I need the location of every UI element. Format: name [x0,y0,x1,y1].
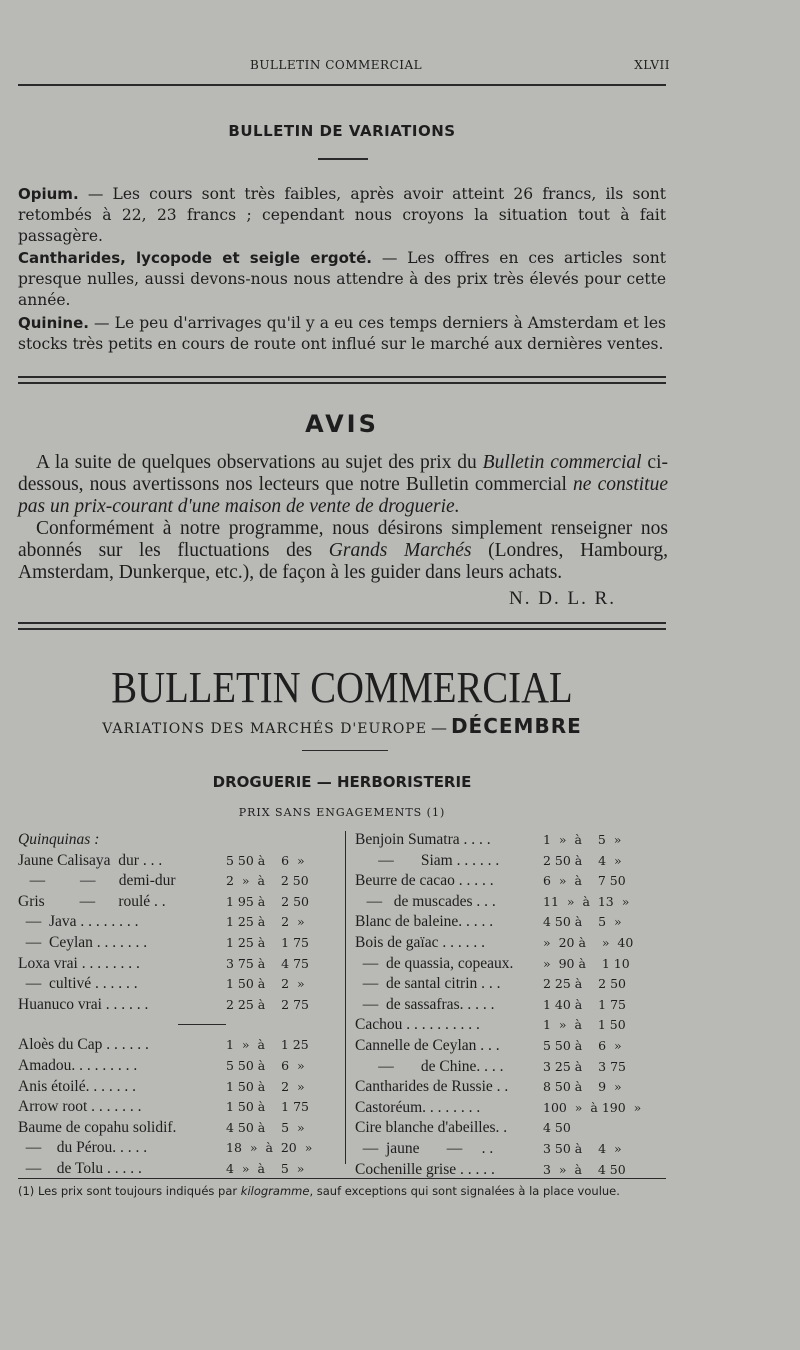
table-row [18,975,343,996]
header-rule [18,84,666,86]
footnote-text-a: (1) Les prix sont toujours indiqués par [18,1184,241,1198]
table-row [18,996,343,1017]
commercial-title: BULLETIN COMMERCIAL [111,663,573,712]
running-header [20,58,670,78]
avis-title: AVIS [305,410,379,438]
text-opium: — Les cours sont très faibles, après avoir atteint 26 francs, ils sont retombés à 22, 23 francs ; cependant nous croyons la situation tout à fait passagère. [18,185,666,245]
table-row [18,913,343,934]
paragraph-quinine [18,313,666,355]
item-price: 1 » à 1 25 [226,1037,309,1053]
item-name: Amadou. . . . . . . . . [18,1056,138,1074]
item-price: 2 25 à 2 50 [543,976,626,992]
item-name: — Ceylan . . . . . . . [18,933,148,951]
item-price: 1 » à 1 50 [543,1017,626,1033]
item-price: 3 50 à 4 » [543,1140,622,1156]
table-row [18,1119,343,1140]
item-name: — du Pérou. . . . . [18,1139,148,1157]
paragraph-cantharides [18,248,666,311]
item-price: 3 75 à 4 75 [226,955,309,971]
item-price: 4 50 à 5 » [226,1119,305,1135]
table-row [18,1139,343,1160]
item-price: 5 50 à 6 » [226,1057,305,1073]
avis-p2-a: Conformément à notre programme, nous désirons simplement renseigner nos abonnés sur les fluctuations des [18,518,668,561]
avis-p1-em2: ne constitue pas un prix-courant d'une maison de vente de droguerie. [18,474,668,517]
avis-paragraph-1 [18,452,668,518]
double-rule-bottom [18,622,666,630]
item-price: 5 50 à 6 » [226,852,305,868]
table-row [355,975,670,996]
item-name: Cachou . . . . . . . . . . [355,1016,480,1034]
subtitle-markets: VARIATIONS DES MARCHÉS D'EUROPE [102,721,427,737]
subtitle-underline [302,750,388,751]
item-name: Cochenille grise . . . . . [355,1160,495,1178]
text-cantharides: — Les offres en ces articles sont presque nulles, aussi devons-nous nous attendre à des prix très élevés pour cette année. [18,249,667,309]
group-separator [18,1016,343,1036]
subtitle-month: DÉCEMBRE [450,714,582,738]
page-number: XLVII [634,58,670,72]
item-price: 2 50 à 4 » [543,852,622,868]
item-price: 1 95 à 2 50 [226,893,309,909]
item-price: 8 50 à 9 » [543,1079,622,1095]
item-name: — jaune — . . [355,1139,494,1157]
commercial-subtitle [18,714,666,738]
table-row [355,893,670,914]
text-quinine: — Le peu d'arrivages qu'il y a eu ces temps derniers à Amsterdam et les stocks très petits en cours de route ont influé sur le marché aux dernières ventes. [18,314,666,353]
table-row [355,1099,670,1120]
item-name: Benjoin Sumatra . . . . [355,831,491,848]
avis-p1-em1: Bulletin commercial [482,452,642,473]
double-rule-top [18,376,666,384]
item-name: Bois de gaïac . . . . . . [355,933,486,951]
table-row [18,1057,343,1078]
item-name: Blanc de baleine. . . . . [355,913,494,931]
item-price: 1 50 à 2 » [226,1078,305,1094]
item-name: — cultivé . . . . . . [18,975,138,993]
table-row [355,831,670,852]
avis-paragraph-2 [18,518,668,584]
variations-title: BULLETIN DE VARIATIONS [228,122,456,140]
item-price: 4 50 à 5 » [543,914,622,930]
table-row [18,893,343,914]
table-row [18,1078,343,1099]
item-name: — — demi-dur [18,872,176,890]
table-row [355,1140,670,1161]
footnote [18,1184,666,1198]
table-row [18,1036,343,1057]
item-price: 100 » à 190 » [543,1099,642,1115]
item-price: 1 50 à 2 » [226,976,305,992]
item-price: » 20 à » 40 [543,934,634,950]
item-name: Quinquinas : [18,831,100,848]
table-row [18,872,343,893]
item-name: — de muscades . . . [355,892,496,910]
item-name: — de quassia, copeaux. [355,954,514,972]
footnote-text-b: , sauf exceptions qui sont signalées à la place voulue. [309,1184,620,1198]
table-row [355,852,670,873]
item-price: 5 50 à 6 » [543,1037,622,1053]
price-table-left [18,831,343,1181]
item-name: Castoréum. . . . . . . . [355,1098,481,1116]
item-name: — de sassafras. . . . . [355,995,495,1013]
item-name: Anis étoilé. . . . . . . [18,1077,136,1095]
table-row [355,996,670,1017]
table-row [355,913,670,934]
table-row [355,934,670,955]
item-name: Huanuco vrai . . . . . . [18,995,149,1013]
item-price: 6 » à 7 50 [543,873,626,889]
avis-p2-em: Grands Marchés [328,540,472,561]
table-row [18,955,343,976]
item-name: Baume de copahu solidif. [18,1118,177,1136]
price-table-right [355,831,670,1181]
item-price: 1 25 à 2 » [226,914,305,930]
item-name: Beurre de cacao . . . . . [355,872,494,890]
table-row [355,1078,670,1099]
table-row [18,831,343,852]
table-row [18,934,343,955]
footnote-rule [18,1178,666,1179]
item-name: Aloès du Cap . . . . . . [18,1036,149,1054]
item-price: 4 50 [543,1120,571,1136]
avis-p1-b: ci-dessous, nous avertissons nos lecteurs que notre Bulletin commercial [18,452,668,495]
item-price: 18 » à 20 » [226,1140,313,1156]
item-name: Cire blanche d'abeilles. . [355,1119,508,1137]
item-price: 1 » à 5 » [543,832,622,847]
avis-p2-b: (Londres, Hambourg, Amsterdam, Dunkerque, etc.), de façon à les guider dans leurs achats. [18,540,668,583]
table-row [355,1016,670,1037]
footnote-em: kilogramme [240,1184,310,1198]
item-price: 11 » à 13 » [543,893,630,909]
item-name: — de santal citrin . . . [355,975,501,993]
prix-note: PRIX SANS ENGAGEMENTS (1) [238,806,446,819]
item-name: Arrow root . . . . . . . [18,1098,142,1116]
item-price: 3 25 à 3 75 [543,1058,626,1074]
table-row [18,852,343,873]
item-name: — Siam . . . . . . [355,851,500,869]
table-row [18,1098,343,1119]
item-price: 1 40 à 1 75 [543,996,626,1012]
table-row [355,1037,670,1058]
lead-cantharides: Cantharides, lycopode et seigle ergoté. [18,249,372,267]
item-name: Jaune Calisaya dur . . . [18,851,163,869]
subtitle-dash: — [430,718,447,737]
item-price: » 90 à 1 10 [543,955,630,971]
item-name: — de Tolu . . . . . [18,1159,142,1177]
paragraph-opium [18,184,666,247]
table-row [355,872,670,893]
table-row [355,955,670,976]
item-price: 4 » à 5 » [226,1160,305,1176]
signature: N. D. L. R. [509,588,616,609]
column-divider [345,831,346,1164]
item-price: 2 25 à 2 75 [226,996,309,1012]
table-row [355,1058,670,1079]
title-underline [318,158,368,160]
item-price: 3 » à 4 50 [543,1161,626,1177]
table-row [355,1119,670,1140]
item-name: — de Chine. . . . [355,1057,504,1075]
item-name: Loxa vrai . . . . . . . . [18,954,140,972]
item-name: Gris — roulé . . [18,892,166,910]
item-name: Cannelle de Ceylan . . . [355,1036,500,1054]
item-price: 1 50 à 1 75 [226,1099,309,1115]
running-title: BULLETIN COMMERCIAL [250,58,423,72]
lead-opium: Opium. [18,185,79,203]
item-price: 1 25 à 1 75 [226,934,309,950]
item-name: — Java . . . . . . . . [18,913,139,931]
avis-p1-a: A la suite de quelques observations au sujet des prix du [36,452,483,473]
item-price: 2 » à 2 50 [226,873,309,889]
lead-quinine: Quinine. [18,314,89,332]
section-heading: DROGUERIE — HERBORISTERIE [212,773,472,791]
item-name: Cantharides de Russie . . [355,1078,509,1096]
